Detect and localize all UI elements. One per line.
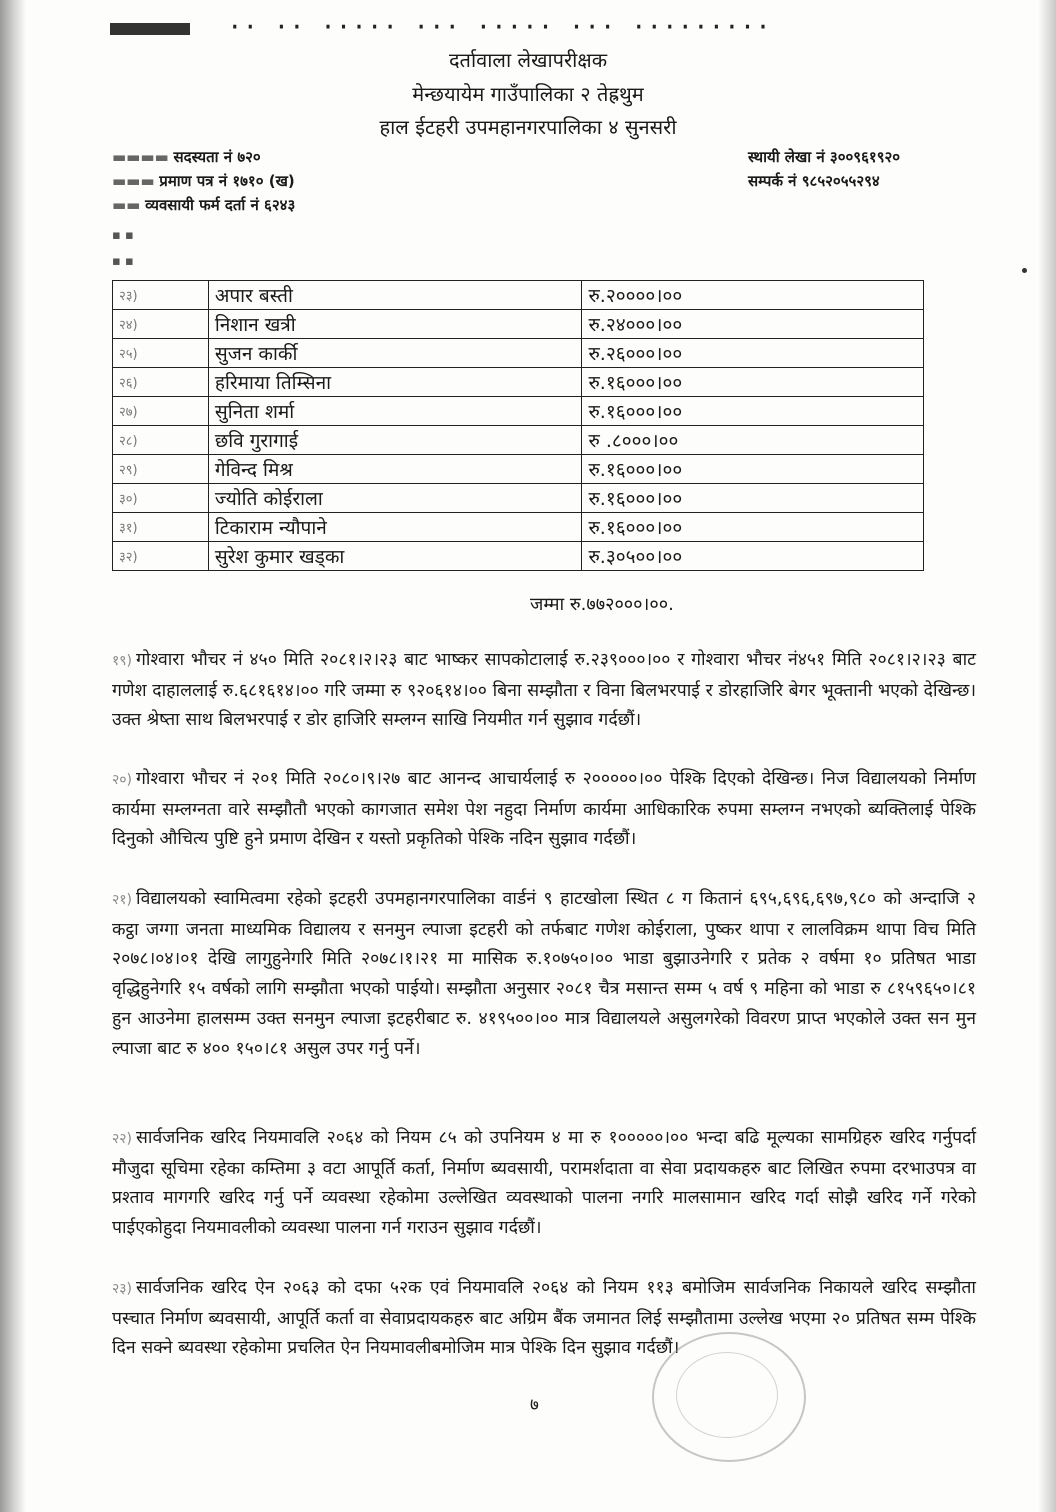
paragraph-3: २१) विद्यालयको स्वामित्वमा रहेको इटहरी उपमहानगरपालिका वार्डनं ९ हाटखोला स्थित ८ ग कितानं ६९५,६९६,६९७,९८० को अन्दाजि २ कट्ठा जग्गा जनता माध्यमिक विद्यालय र सनमुन ल्पाजा इटहरी को तर्फबाट गणेश कोईराला, पुष्कर थापा र लालविक्रम थापा विच मिति २०७८।०४।०१ देखि लागुहुनेगरि मिति २०७८।१।२१ मा मासिक रु.१०७५०।०० भाडा बुझाउनेगरि र प्रतेक २ वर्षमा १० प्रतिषत भाडा वृद्धिहुनेगरि १५ वर्षको लागि सम्झौता भएको पाईयो। सम्झौता अनुसार २०८१ चैत्र मसान्त सम्म ५ वर्ष ९ महिना को भाडा रु ८१५९६५०।८१ हुन आउनेमा हालसम्म उक्त सनमुन ल्पाजा इटहरीबाट रु. ४१९५००।०० मात्र विद्यालयले असुलगरेको विवरण प्राप्त भएकोले उक्त सन मुन ल्पाजा बाट रु ४०० १५०।८१ असुल उपर गर्नु पर्ने। <box>112 889 976 1059</box>
payee-name: छवि गुरागाई <box>208 426 582 455</box>
payee-name: ज्योति कोईराला <box>208 484 582 513</box>
payment-amount: रु.१६०००।०० <box>582 455 924 484</box>
payee-name: टिकाराम न्यौपाने <box>208 513 582 542</box>
table-row <box>113 397 924 426</box>
scan-edge-shadow <box>0 0 26 1512</box>
faint-marker: ▪ ▪ <box>112 254 134 269</box>
payee-name: हरिमाया तिम्सिना <box>208 368 582 397</box>
row-number: २३) <box>113 281 209 310</box>
row-number: २९) <box>113 455 209 484</box>
row-number: २७) <box>113 397 209 426</box>
table-row <box>113 368 924 397</box>
page-number: ७ <box>530 1395 539 1415</box>
row-number: ३०) <box>113 484 209 513</box>
contact-number: सम्पर्क नं ९८५२०५५२९४ <box>748 172 880 190</box>
table-row <box>113 513 924 542</box>
table-row <box>113 426 924 455</box>
paragraph-2: २०) गोश्वारा भौचर नं २०१ मिति २०८०।९।२७ बाट आनन्द आचार्यलाई रु २०००००।०० पेश्कि दिएको देखिन्छ। निज विद्यालयको निर्माण कार्यमा सम्लग्नता वारे सम्झौतौ भएको कागजात समेश पेश नहुदा निर्माण कार्यमा आधिकारिक रुपमा सम्लग्न नभएको ब्यक्तिलाई पेश्कि दिनुको औचित्य पुष्टि हुने प्रमाण देखिन र यस्तो प्रकृतिको पेश्कि नदिन सुझाव गर्दछौं। <box>112 769 976 850</box>
paragraph-1: १९) गोश्वारा भौचर नं ४५० मिति २०८१।२।२३ बाट भाष्कर सापकोटालाई रु.२३९०००।०० र गोश्वारा भौचर नं४५१ मिति २०८१।२।२३ बाट गणेश दाहाललाई रु.६८१६१४।०० गरि जम्मा रु ९२०६१४।०० बिना सम्झौता र विना बिलभरपाई र डोरहाजिरि बेगर भूक्तानी भएको देखिन्छ। उक्त श्रेष्ता साथ बिलभरपाई र डोर हाजिरि सम्लग्न साखि नियमीत गर्न सुझाव गर्दछौं। <box>112 650 976 731</box>
payment-amount: रु.२४०००।०० <box>582 310 924 339</box>
table-row <box>113 542 924 571</box>
payment-amount: रु.३०५००।०० <box>582 542 924 571</box>
payee-name: निशान खत्री <box>208 310 582 339</box>
auditor-stamp-inner <box>676 1352 778 1438</box>
document-title: दर्तावाला लेखापरीक्षक <box>448 48 608 72</box>
row-number: २६) <box>113 368 209 397</box>
table-row <box>113 484 924 513</box>
payee-name: सुनिता शर्मा <box>208 397 582 426</box>
table-row <box>113 310 924 339</box>
payee-name: सुरेश कुमार खड्का <box>208 542 582 571</box>
membership-number: ▬▬▬▬ सदस्यता नं ७२० <box>112 148 261 166</box>
payment-amount: रु.१६०००।०० <box>582 484 924 513</box>
header-address-line: मेन्छयायेम गाउँपालिका २ तेह्रथुम <box>412 82 644 106</box>
payee-name: अपार बस्ती <box>208 281 582 310</box>
row-number: ३१) <box>113 513 209 542</box>
paragraph-5: २३) सार्वजनिक खरिद ऐन २०६३ को दफा ५२क एवं नियमावलि २०६४ को नियम ११३ बमोजिम सार्वजनिक निकायले खरिद सम्झौता पस्चात निर्माण ब्यवसायी, आपूर्ति कर्ता वा सेवाप्रदायकहरु बाट अग्रिम बैंक जमानत लिई सम्झौतामा उल्लेख भएमा २० प्रतिषत सम्म पेश्कि दिन सक्ने ब्यवस्था रहेकोमा प्रचलित ऐन नियमावलीबमोजिम मात्र पेश्कि दिन सुझाव गर्दछौं। <box>112 1278 976 1359</box>
total-amount: जम्मा रु.७७२०००।००. <box>530 594 674 615</box>
payee-name: गेविन्द मिश्र <box>208 455 582 484</box>
firm-registration-number: ▬▬ व्यवसायी फर्म दर्ता नं ६२४३ <box>112 196 296 214</box>
scan-speck <box>1022 268 1027 273</box>
payment-amount: रु .८०००।०० <box>582 426 924 455</box>
row-number: ३२) <box>113 542 209 571</box>
payment-amount: रु.१६०००।०० <box>582 397 924 426</box>
cut-off-letterhead: ·· ·· ····· ··· ····· ··· ········· <box>110 10 870 40</box>
row-number: २४) <box>113 310 209 339</box>
row-number: २५) <box>113 339 209 368</box>
payment-amount: रु.२००००।०० <box>582 281 924 310</box>
payment-amount: रु.२६०००।०० <box>582 339 924 368</box>
table-row <box>113 339 924 368</box>
pan-number: स्थायी लेखा नं ३००९६१९२० <box>748 148 901 166</box>
payment-amount: रु.१६०००।०० <box>582 368 924 397</box>
faint-marker: ▪ ▪ <box>112 228 134 243</box>
table-row <box>113 281 924 310</box>
payment-table <box>112 280 924 571</box>
table-row <box>113 455 924 484</box>
payee-name: सुजन कार्की <box>208 339 582 368</box>
scan-edge-shadow-right <box>1038 0 1056 1512</box>
certificate-number: ▬▬▬ प्रमाण पत्र नं १७१० (ख) <box>112 172 295 190</box>
paragraph-4: २२) सार्वजनिक खरिद नियमावलि २०६४ को नियम ८५ को उपनियम ४ मा रु १०००००।०० भन्दा बढि मूल्यका सामग्रिहरु खरिद गर्नुपर्दा मौजुदा सूचिमा रहेका कम्तिमा ३ वटा आपूर्ति कर्ता, निर्माण ब्यवसायी, परामर्शदाता वा सेवा प्रदायकहरु बाट लिखित रुपमा दरभाउपत्र वा प्रश्ताव मागगरि खरिद गर्नु पर्ने व्यवस्था रहेकोमा उल्लेखित व्यवस्थाको पालना नगरि मालसामान खरिद गर्दा सोझै खरिद गर्ने गरेको पाईएकोहुदा नियमावलीको व्यवस्था पालना गर्न गराउन सुझाव गर्दछौं। <box>112 1128 976 1239</box>
header-current-address-line: हाल ईटहरी उपमहानगरपालिका ४ सुनसरी <box>379 115 677 139</box>
payment-amount: रु.१६०००।०० <box>582 513 924 542</box>
row-number: २८) <box>113 426 209 455</box>
